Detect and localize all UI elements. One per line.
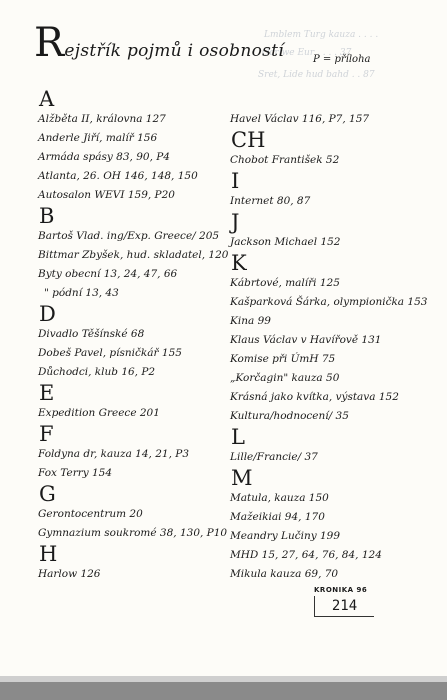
title-rest: ejstřík pojmů i osobností: [64, 41, 285, 61]
page-edge: [0, 682, 447, 700]
index-entry: Havel Václav 116, P7, 157: [230, 113, 370, 125]
index-letter: [230, 88, 435, 110]
index-entry: Komise při ÚmH 75: [230, 353, 336, 365]
appendix-note: P = příloha: [313, 54, 371, 65]
index-entry: Důchodci, klub 16, P2: [38, 366, 156, 378]
index-letter: A: [39, 87, 55, 111]
index-entry: Kábrtové, malíři 125: [230, 277, 340, 289]
index-letter: F: [39, 422, 54, 446]
index-entry: Gymnazium soukromé 38, 130, P10: [38, 527, 228, 539]
index-entry: Foldyna dr, kauza 14, 21, P3: [38, 448, 189, 460]
index-entry: Mikula kauza 69, 70: [230, 568, 339, 580]
index-entry: Jackson Michael 152: [230, 236, 341, 248]
chronicle-stamp: [314, 586, 374, 617]
index-entry: Chobot František 52: [230, 154, 340, 166]
index-letter: H: [39, 542, 58, 566]
index-letter: B: [39, 204, 55, 228]
index-letter: E: [39, 381, 55, 405]
show-through-text: Sret, Lide hud bahd . . 87: [258, 70, 375, 80]
index-letter: L: [231, 425, 245, 449]
index-column-right: [230, 88, 435, 584]
index-entry: Lille/Francie/ 37: [230, 451, 318, 463]
index-entry: MHD 15, 27, 64, 76, 84, 124: [230, 549, 382, 561]
index-entry: Internet 80, 87: [230, 195, 311, 207]
index-letter: D: [39, 302, 56, 326]
index-entry: Kina 99: [230, 315, 271, 327]
index-letter: G: [39, 482, 56, 506]
index-entry: Anderle Jiří, malíř 156: [38, 132, 158, 144]
index-entry: Atlanta, 26. OH 146, 148, 150: [38, 170, 198, 182]
index-entry: Alžběta II, královna 127: [38, 113, 166, 125]
page-number: 214: [314, 596, 374, 617]
stamp-label: KRONIKA 96: [314, 586, 368, 594]
index-letter: J: [231, 210, 240, 234]
title-initial: R: [34, 20, 65, 66]
index-entry: Gerontocentrum 20: [38, 508, 143, 520]
index-entry: Dobeš Pavel, písničkář 155: [38, 347, 182, 359]
show-through-text: Ocrlwe Eur . . . . 37: [262, 48, 352, 58]
index-entry: Bartoš Vlad. ing/Exp. Greece/ 205: [38, 230, 220, 242]
index-entry: Expedition Greece 201: [38, 407, 160, 419]
index-entry: Kašparková Šárka, olympionička 153: [230, 296, 428, 308]
index-entry: Fox Terry 154: [38, 467, 113, 479]
index-entry: Klaus Václav v Havířově 131: [230, 334, 382, 346]
index-letter: CH: [231, 128, 266, 152]
index-entry: Meandry Lučiny 199: [230, 530, 341, 542]
index-entry: Harlow 126: [38, 568, 101, 580]
index-letter: I: [231, 169, 240, 193]
show-through-text: Lmblem Turg kauza . . . .: [264, 30, 379, 40]
index-entry: Armáda spásy 83, 90, P4: [38, 151, 170, 163]
index-entry: Bittmar Zbyšek, hud. skladatel, 120: [38, 249, 229, 261]
index-entry: " pódní 13, 43: [44, 287, 119, 299]
index-entry: Mažeikiai 94, 170: [230, 511, 325, 523]
index-letter: M: [231, 466, 253, 490]
index-entry: Divadlo Těšínské 68: [38, 328, 145, 340]
index-entry: Autosalon WEVI 159, P20: [38, 189, 175, 201]
index-entry: Byty obecní 13, 24, 47, 66: [38, 268, 178, 280]
index-letter: K: [231, 251, 247, 275]
index-column-left: [38, 88, 233, 584]
index-entry: „Korčagin" kauza 50: [230, 372, 340, 384]
index-entry: Matula, kauza 150: [230, 492, 329, 504]
index-entry: Krásná jako kvítka, výstava 152: [230, 391, 399, 403]
index-entry: Kultura/hodnocení/ 35: [230, 410, 349, 422]
